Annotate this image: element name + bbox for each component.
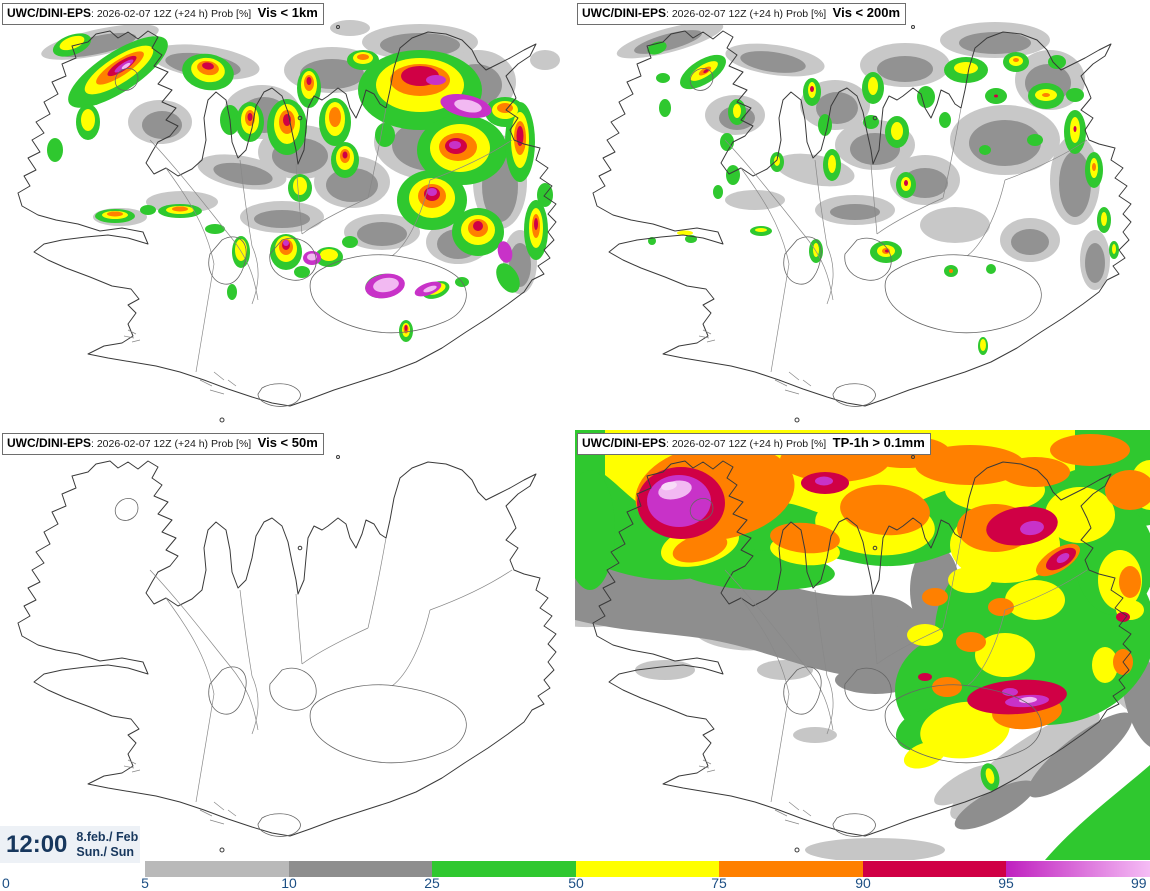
timestamp-box — [0, 826, 140, 863]
colorbar-segment-95-99 — [1006, 861, 1150, 877]
time-label: 12:00 — [6, 830, 68, 858]
run-info: : 2026-02-07 12Z (+24 h) Prob [%] — [666, 438, 827, 450]
date-label: 8.feb./ Feb — [76, 829, 139, 844]
map-tp-1h — [575, 430, 1150, 860]
colorbar-tick-99: 99 — [1131, 875, 1147, 891]
colorbar-tick-90: 90 — [855, 875, 871, 891]
parameter-name: Vis < 1km — [257, 5, 318, 20]
model-name: UWC/DINI-EPS — [582, 6, 666, 20]
colorbar-tick-50: 50 — [568, 875, 584, 891]
panel-title — [2, 3, 324, 25]
run-info: : 2026-02-07 12Z (+24 h) Prob [%] — [666, 8, 827, 20]
panel-title — [2, 433, 324, 455]
colorbar-tick-5: 5 — [141, 875, 149, 891]
panel-vis-200m — [575, 0, 1150, 430]
colorbar-segment-25-50 — [432, 861, 576, 877]
colorbar-tick-25: 25 — [424, 875, 440, 891]
colorbar-tick-95: 95 — [998, 875, 1014, 891]
day-label: Sun./ Sun — [76, 844, 135, 859]
prob-field-25-50 — [646, 39, 1119, 355]
colorbar-tick-75: 75 — [711, 875, 727, 891]
colorbar-segment-5-10 — [145, 861, 289, 877]
parameter-name: Vis < 50m — [257, 435, 318, 450]
run-info: : 2026-02-07 12Z (+24 h) Prob [%] — [91, 438, 252, 450]
parameter-name: Vis < 200m — [832, 5, 901, 20]
colorbar-segment-10-25 — [289, 861, 433, 877]
map-vis-50m — [0, 430, 575, 860]
model-name: UWC/DINI-EPS — [582, 436, 666, 450]
date-block — [76, 830, 138, 860]
colorbar-tick-0: 0 — [2, 875, 10, 891]
model-name: UWC/DINI-EPS — [7, 436, 91, 450]
run-info: : 2026-02-07 12Z (+24 h) Prob [%] — [91, 8, 252, 20]
colorbar-tick-10: 10 — [281, 875, 297, 891]
map-vis-1km — [0, 0, 575, 430]
colorbar-segment-90-95 — [863, 861, 1007, 877]
panel-tp-1h — [575, 430, 1150, 860]
panel-title — [577, 3, 906, 25]
panel-vis-50m — [0, 430, 575, 860]
parameter-name: TP-1h > 0.1mm — [832, 435, 925, 450]
panel-title — [577, 433, 931, 455]
map-vis-200m — [575, 0, 1150, 430]
panel-vis-1km — [0, 0, 575, 430]
colorbar-segment-50-75 — [576, 861, 720, 877]
model-name: UWC/DINI-EPS — [7, 6, 91, 20]
colorbar-segment-75-90 — [719, 861, 863, 877]
